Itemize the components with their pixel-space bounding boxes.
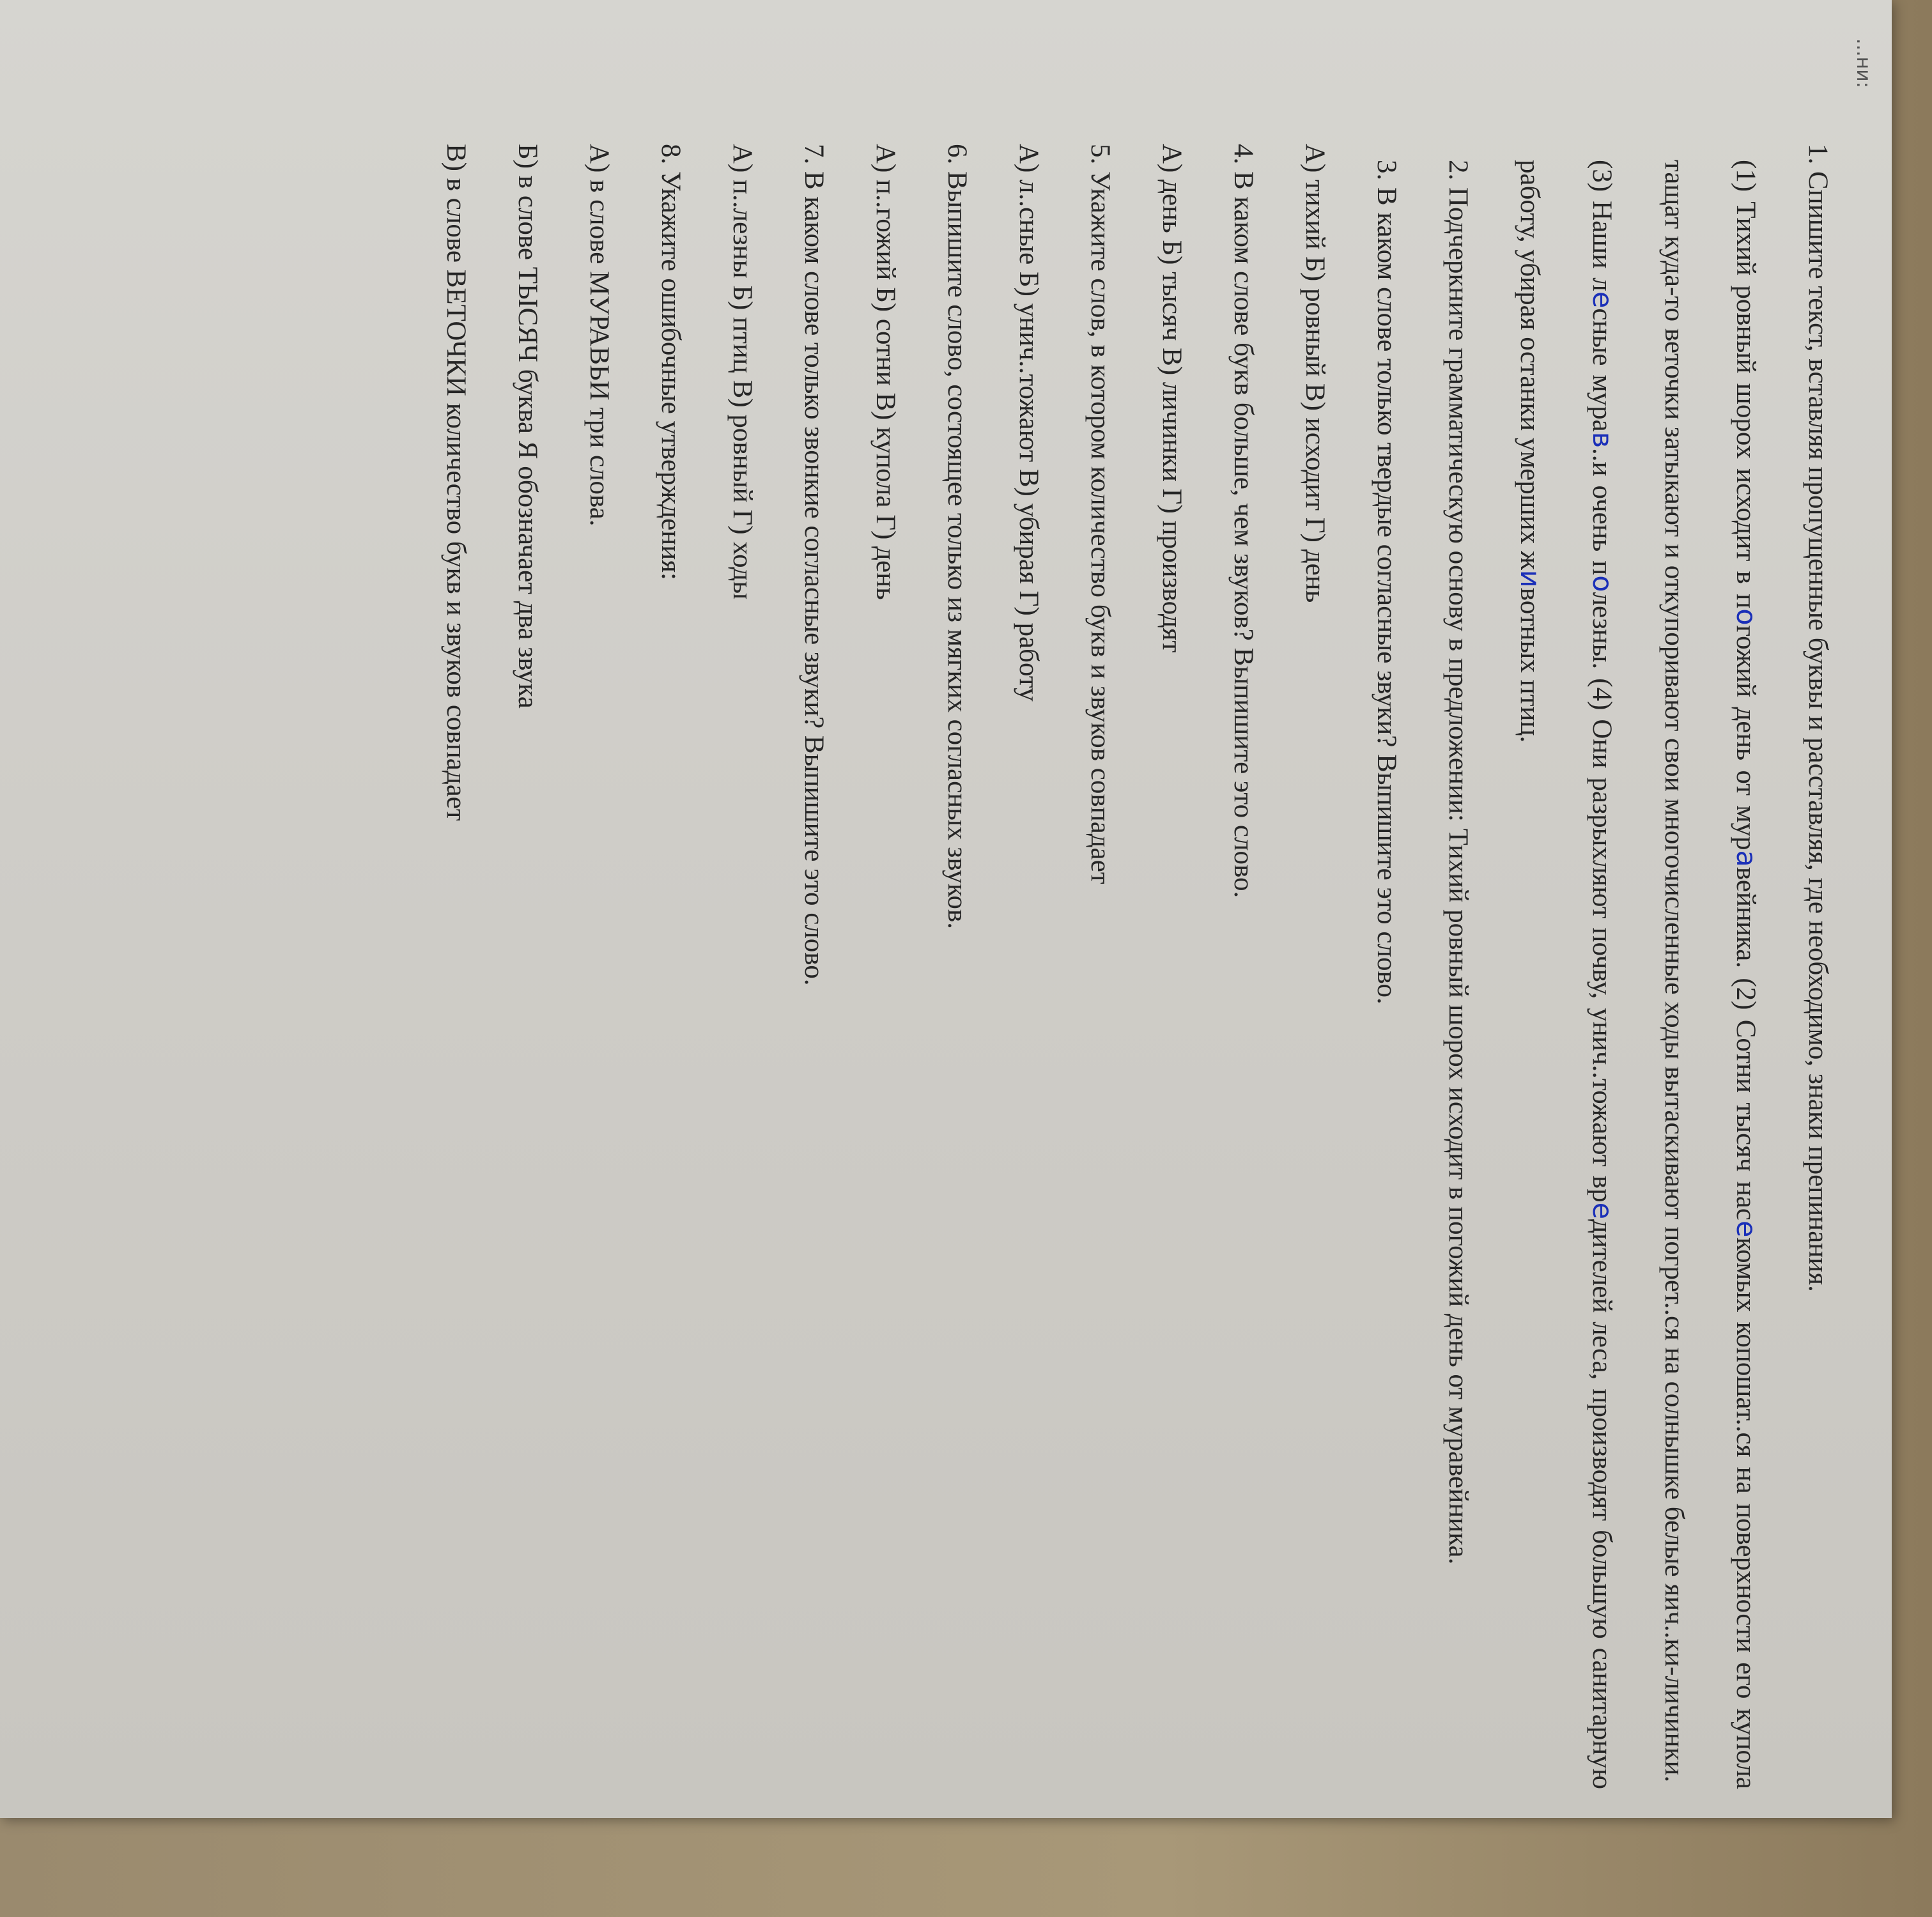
handwritten-correction: о	[1586, 575, 1618, 592]
handwritten-correction: е	[1730, 1220, 1762, 1238]
answer-options-7: А) п..лезны Б) птиц В) ровный Г) ходы	[727, 144, 757, 600]
question-5: 5. Укажите слов, в котором количество букв и звуков совпадает	[1085, 144, 1115, 884]
handwritten-correction: а	[1730, 850, 1762, 867]
handwritten-correction: е	[1586, 1202, 1618, 1220]
task-1-paragraph-1: (1) Тихий ровный шорох исходит в погожий день от муравейника. (2) Сотни тысяч насекомых копошат..ся на поверхности его купола тащат куда-то веточки затыкают и откупоривают свои многочисленные ходы вытаскивают погрет..ся на солнышке белые яич..ки-личинки.	[1659, 160, 1762, 1790]
handwritten-correction: и	[1514, 569, 1546, 588]
task-2: 2. Подчеркните грамматическую основу в предложении: Тихий ровный шорох исходит в погожий день от муравейника.	[1443, 160, 1473, 1565]
answer-options-6: А) п..гожий Б) сотни В) купола Г) день	[870, 144, 900, 600]
question-4: 4. В каком слове букв больше, чем звуков? Выпишите это слово.	[1228, 144, 1258, 898]
question-7: 7. В каком слове только звонкие согласные звуки? Выпишите это слово.	[799, 144, 829, 986]
worksheet-page	[420, 77, 1853, 1789]
question-3: 3. В каком слове только твердые согласные звуки? Выпишите это слово.	[1372, 160, 1402, 1005]
handwritten-correction: в	[1586, 431, 1618, 449]
task-1-intro: 1. Спишите текст, вставляя пропущенные буквы и расставляя, где необходимо, знаки препинания.	[1803, 144, 1833, 1292]
task-1-paragraph-2: (3) Наши лесные мурав..и очень полезны. (4) Они разрыхляют почву, унич..тожают вредителей леса, производят большую санитарную работу, убирая останки умерших животных птиц.	[1514, 160, 1618, 1790]
handwritten-correction: о	[1730, 608, 1762, 626]
statement-c: В) в слове ВЕТОЧКИ количество букв и звуков совпадает	[441, 144, 471, 821]
statement-b: Б) в слове ТЫСЯЧ буква Я обозначает два звука	[513, 144, 543, 709]
answer-options-3: А) тихий Б) ровный В) исходит Г) день	[1300, 144, 1330, 603]
header-fragment: ...ни:	[1852, 38, 1874, 88]
handwritten-correction: е	[1586, 291, 1618, 309]
answer-options-4: А) день Б) тысяч В) личинки Г) производят	[1157, 144, 1187, 653]
answer-options-5: А) л..сные Б) унич..тожают В) убирая Г) работу	[1014, 144, 1044, 702]
question-6: 6. Выпишите слово, состоящее только из мягких согласных звуков.	[942, 144, 972, 929]
question-8: 8. Укажите ошибочные утверждения:	[656, 144, 686, 580]
statement-a: А) в слове МУРАВЬИ три слова.	[584, 144, 614, 527]
